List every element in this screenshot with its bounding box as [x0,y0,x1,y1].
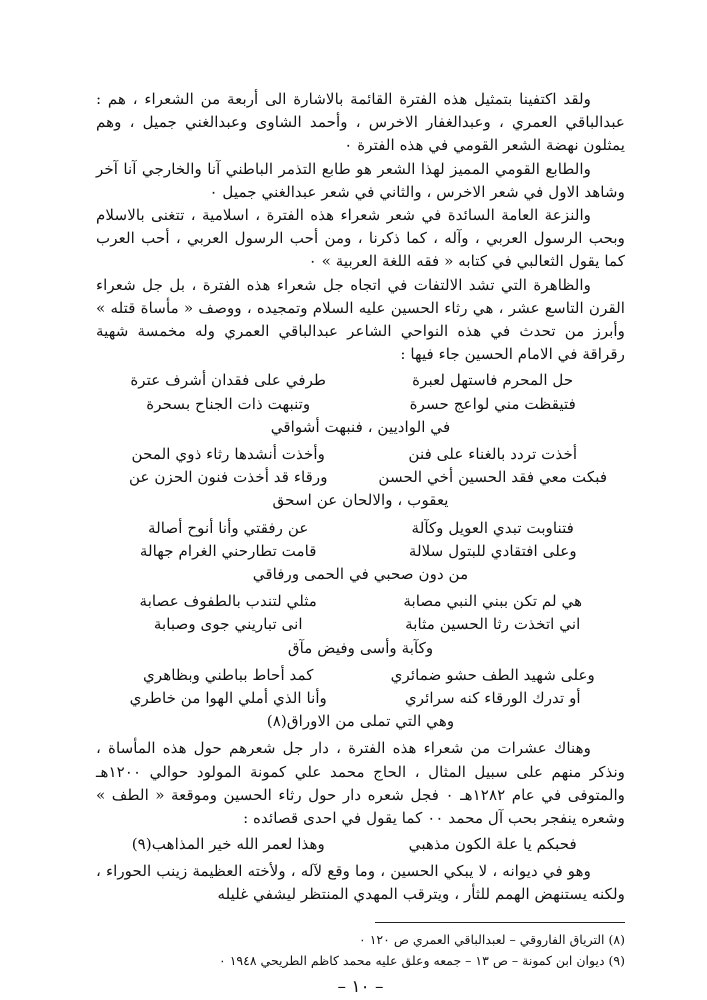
verse-hemistich: اني اتخذت رثا الحسين مثابة [405,615,581,634]
verse-hemistich: طرفي على فقدان أشرف عترة [130,371,327,390]
verse-line [96,664,625,687]
verse-hemistich: وتنبهت ذات الجناح بسحرة [146,394,311,413]
verse-hemistich: فبكت معي فقد الحسين أخي الحسن [378,468,608,487]
footnote: (٨) الترياق الفاروقي – لعبدالباقي العمري ص ١٢٠ ٠ [359,931,625,947]
verse-closing: وهي التي تملى من الاوراق(٨) [266,712,455,731]
verse-hemistich: كمد أحاط بباطني وبظاهري [143,665,314,684]
verse-hemistich: قامت تطارحني الغرام جهالة [139,541,317,560]
verse-hemistich: وهذا لعمر الله خير المذاهب(٩) [131,835,325,854]
verse-line [96,517,625,540]
paragraph: والطابع القومي المميز لهذا الشعر هو طابع التذمر الباطني آنا والخارجي آنا آخر وشاهد الاول في شعر الاخرس ، والثاني في شعر عبدالغني جميل ٠ [96,159,625,201]
footnotes [96,929,625,971]
poem-stanza [96,369,625,439]
verse-line [96,833,625,856]
verse-hemistich: انى تباريني جوى وصبابة [153,615,303,634]
verse-hemistich: أو تدرك الورقاء كنه سرائري [404,689,581,708]
verse-line [96,466,625,489]
verse-hemistich: حل المحرم فاستهل لعبرة [412,371,574,390]
paragraph: وهناك عشرات من شعراء هذه الفترة ، دار جل شعرهم حول هذه المأساة ، ونذكر منهم على سبيل المثال ، الحاج محمد علي كمونة المولود حوالي ١٢٠٠هـ والمتوفى في عام ١٢٨٢هـ ٠ فجل شعره دار حول رثاء الحسين وموقعة « الطف » وشعره ينفجر بحب آل محمد ٠٠ كما يقول في احدى قصائده : [96,739,625,828]
paragraph: ولقد اكتفينا بتمثيل هذه الفترة القائمة بالاشارة الى أربعة من الشعراء ، هم : عبدالباقي العمري ، وعبدالغفار الاخرس ، وأحمد الشاوى وعبدالغني جميل ، وهم يمثلون نهضة الشعر القومي في هذه الفترة ٠ [96,90,625,155]
paragraph: وهو في ديوانه ، لا يبكي الحسين ، وما وقع لآله ، ولأخته العظيمة زينب الحوراء ، ولكنه يستنهض الهمم للثأر ، ويترقب المهدي المنتظر ليشفي غليله [96,861,625,903]
verse-line [96,369,625,392]
paragraph: والنزعة العامة السائدة في شعر شعراء هذه الفترة ، اسلامية ، تتغنى بالاسلام وبحب الرسول العربي ، وآله ، كما ذكرنا ، ومن أحب الرسول العربي ، أحب العرب كما يقول الثعالبي في كتابه « فقه اللغة العربية » ٠ [96,206,625,271]
verse-line [96,687,625,710]
verse-closing: في الواديين ، فنبهت أشواقي [270,417,451,436]
paragraph: والظاهرة التي تشد الالتفات في اتجاه جل شعراء هذه الفترة ، بل جل شعراء القرن التاسع عشر ، هي رثاء الحسين عليه السلام وتمجيده ، ووصف « مأساة قتله » وأبرز من تحدث في هذه النواحي الشاعر عبدالباقي العمري وله مخمسة شهية رقراقة في الامام الحسين جاء فيها : [96,275,625,364]
verse-line [96,590,625,613]
verse-line [96,540,625,563]
page-number: – ١٠ – [337,976,384,997]
poem-stanza [96,664,625,734]
verse-hemistich: وعلى افتقادي للبتول سلالة [408,541,577,560]
verse-line [96,443,625,466]
verse-line [96,393,625,416]
poem [96,369,625,733]
verse-hemistich: فحبكم يا علة الكون مذهبي [408,835,577,854]
verse-hemistich: ورقاء قد أخذت فنون الحزن عن [128,468,328,487]
verse-hemistich: وأخذت أنشدها رثاء ذوي المحن [131,445,325,464]
poem-stanza [96,517,625,587]
verse-hemistich: فتيقظت مني لواعج حسرة [409,394,576,413]
verse-closing: من دون صحبي في الحمى ورفاقي [252,565,469,584]
footnote: (٩) ديوان ابن كمونة – ص ١٣ – جمعه وعلق عليه محمد كاظم الطريحي ١٩٤٨ ٠ [219,952,625,968]
poem-stanza [96,443,625,513]
verse-hemistich: وعلى شهيد الطف حشو ضمائري [390,665,595,684]
verse-hemistich: مثلي لتندب بالطفوف عصابة [139,592,317,611]
verse-hemistich: وأنا الذي أملي الهوا من خاطري [129,689,327,708]
verse-closing: وكآبة وأسى وفيض مآق [287,638,434,657]
body-text [96,88,625,366]
verse-line [96,613,625,636]
verse-hemistich: هي لم تكن ببني النبي مصابة [403,592,583,611]
verse-closing: يعقوب ، والالحان عن اسحق [272,491,449,510]
body-text-continued [96,737,625,830]
footnote-divider [375,922,625,923]
verse-hemistich: فتناوبت تبدي العويل وكآلة [411,518,574,537]
body-text-final [96,860,625,906]
verse-hemistich: عن رفقتي وأنا أنوح أصالة [148,518,309,537]
verse-hemistich: أخذت تردد بالغناء على فنن [408,445,578,464]
poem-stanza [96,590,625,660]
